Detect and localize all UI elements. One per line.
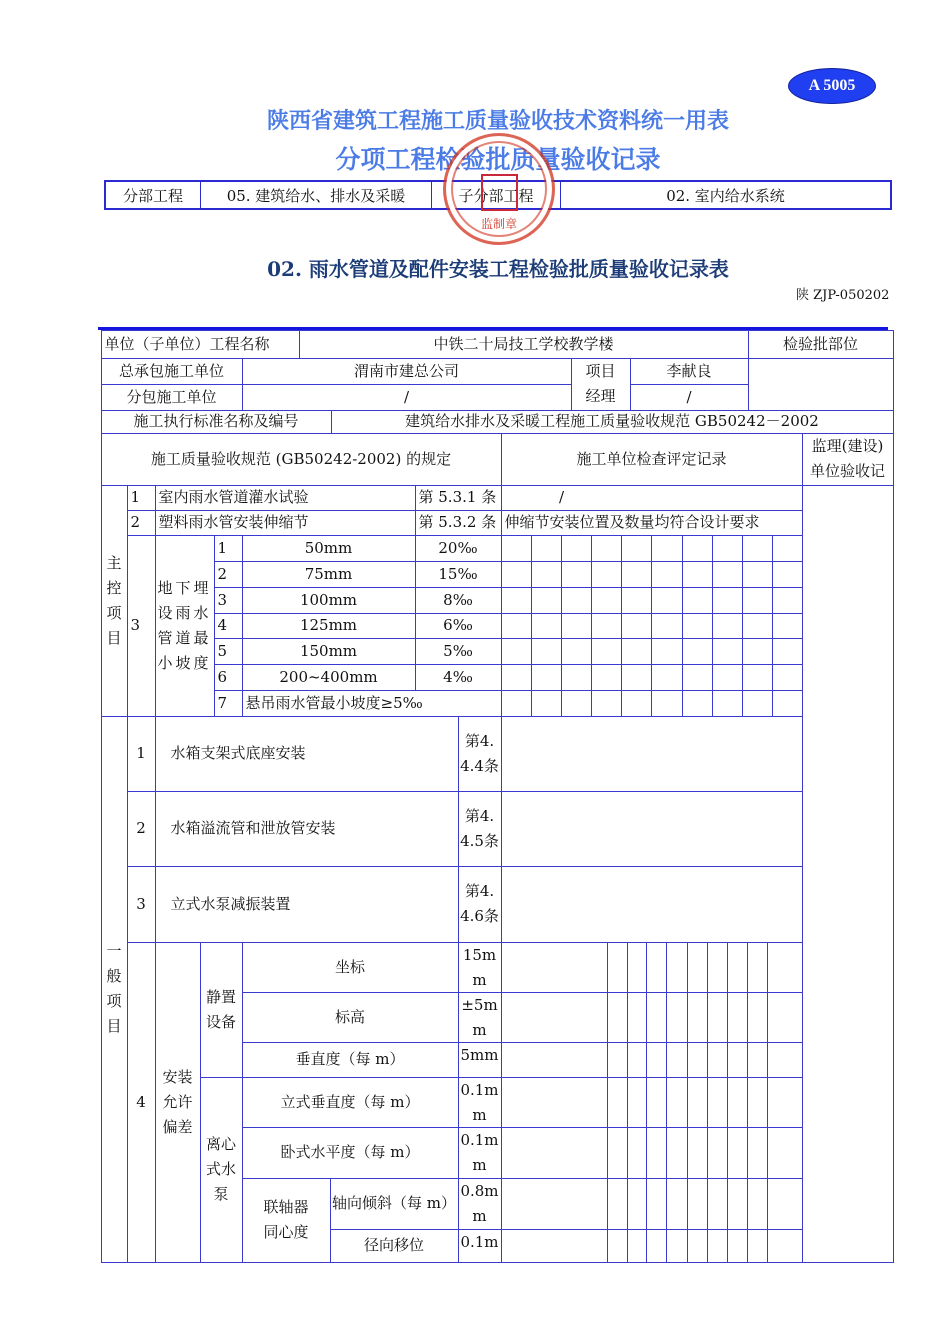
supervisor-column-header: 监理(建设)单位验收记 bbox=[802, 433, 894, 486]
check-cell bbox=[646, 1042, 667, 1078]
check-cell bbox=[531, 613, 562, 639]
check-cell bbox=[621, 587, 652, 614]
check-cell bbox=[712, 587, 743, 614]
check-cell bbox=[607, 1077, 628, 1128]
check-cell bbox=[531, 690, 562, 717]
item-name: 水箱支架式底座安装 bbox=[155, 716, 459, 792]
check-cell bbox=[621, 690, 652, 717]
check-cell bbox=[651, 535, 683, 562]
check-cell bbox=[772, 561, 803, 588]
check-cell bbox=[666, 942, 688, 993]
check-cell bbox=[707, 1127, 728, 1179]
suspended-pipe-slope: 悬吊雨水管最小坡度≥5‰ bbox=[242, 690, 502, 717]
check-cell bbox=[646, 992, 667, 1043]
check-cell bbox=[687, 1127, 708, 1179]
check-cell bbox=[707, 992, 728, 1043]
item-record bbox=[501, 866, 803, 943]
check-cell bbox=[501, 992, 608, 1043]
standard-label: 施工执行标准名称及编号 bbox=[101, 410, 332, 434]
tolerance-item-name: 轴向倾斜（每 m） bbox=[330, 1178, 459, 1230]
check-cell bbox=[531, 587, 562, 614]
item-name: 立式水泵减振装置 bbox=[155, 866, 459, 943]
tolerance-value: 0.1mm bbox=[458, 1077, 502, 1128]
check-cell bbox=[646, 1127, 667, 1179]
contractor-label: 总承包施工单位 bbox=[101, 358, 243, 385]
division-value: 05. 建筑给水、排水及采暖 bbox=[201, 182, 432, 208]
check-cell bbox=[531, 638, 562, 665]
check-cell bbox=[627, 1042, 647, 1078]
check-cell bbox=[607, 942, 628, 993]
item-number: 3 bbox=[127, 866, 156, 943]
check-cell bbox=[712, 664, 743, 691]
check-cell bbox=[621, 561, 652, 588]
check-cell bbox=[687, 1229, 708, 1263]
item-record: / bbox=[501, 485, 803, 511]
slope-row-number: 4 bbox=[214, 613, 243, 639]
min-slope-value: 8‰ bbox=[415, 587, 502, 614]
check-cell bbox=[607, 1042, 628, 1078]
check-cell bbox=[682, 535, 713, 562]
check-cell bbox=[727, 1077, 748, 1128]
item-clause: 第4.4.6条 bbox=[458, 866, 502, 943]
check-cell bbox=[561, 638, 592, 665]
check-cell bbox=[501, 638, 532, 665]
check-cell bbox=[767, 1127, 803, 1179]
check-cell bbox=[561, 561, 592, 588]
supervisor-record-cell bbox=[802, 485, 894, 1263]
check-cell bbox=[747, 1042, 768, 1078]
tolerance-item-name: 垂直度（每 m） bbox=[242, 1042, 459, 1078]
check-cell bbox=[727, 992, 748, 1043]
item-number: 4 bbox=[127, 942, 156, 1263]
check-cell bbox=[707, 1229, 728, 1263]
check-cell bbox=[646, 1077, 667, 1128]
check-cell bbox=[747, 942, 768, 993]
check-cell bbox=[627, 1229, 647, 1263]
check-cell bbox=[651, 638, 683, 665]
check-cell bbox=[742, 690, 773, 717]
tolerance-item-name: 卧式水平度（每 m） bbox=[242, 1127, 459, 1179]
pipe-diameter: 150mm bbox=[242, 638, 416, 665]
check-cell bbox=[666, 992, 688, 1043]
check-cell bbox=[561, 587, 592, 614]
check-cell bbox=[682, 664, 713, 691]
check-cell bbox=[627, 1127, 647, 1179]
subcontractor-value: / bbox=[242, 384, 572, 411]
pipe-diameter: 100mm bbox=[242, 587, 416, 614]
check-cell bbox=[767, 1229, 803, 1263]
check-cell bbox=[561, 613, 592, 639]
check-cell bbox=[687, 992, 708, 1043]
check-cell bbox=[607, 1127, 628, 1179]
general-items-label: 一般项目 bbox=[101, 716, 128, 1263]
check-cell bbox=[666, 1178, 688, 1230]
pipe-diameter: 125mm bbox=[242, 613, 416, 639]
check-cell bbox=[687, 942, 708, 993]
check-cell bbox=[531, 664, 562, 691]
check-cell bbox=[666, 1229, 688, 1263]
form-code: 陕 ZJP-050202 bbox=[796, 288, 890, 303]
check-cell bbox=[666, 1127, 688, 1179]
check-cell bbox=[712, 638, 743, 665]
check-cell bbox=[682, 690, 713, 717]
check-cell bbox=[501, 942, 608, 993]
check-cell bbox=[712, 690, 743, 717]
check-cell bbox=[666, 1042, 688, 1078]
centrifugal-pump-label: 离心式水泵 bbox=[200, 1077, 243, 1263]
check-cell bbox=[772, 613, 803, 639]
check-cell bbox=[561, 535, 592, 562]
check-cell bbox=[742, 638, 773, 665]
item-number: 1 bbox=[127, 485, 156, 511]
tolerance-value: 15mm bbox=[458, 942, 502, 993]
check-cell bbox=[712, 561, 743, 588]
check-cell bbox=[501, 587, 532, 614]
check-cell bbox=[627, 1077, 647, 1128]
check-cell bbox=[501, 613, 532, 639]
check-cell bbox=[621, 535, 652, 562]
check-cell bbox=[712, 613, 743, 639]
check-cell bbox=[666, 1077, 688, 1128]
check-cell bbox=[607, 1229, 628, 1263]
subdivision-value: 02. 室内给水系统 bbox=[666, 186, 785, 205]
item-record bbox=[501, 716, 803, 792]
check-cell bbox=[607, 1178, 628, 1230]
check-cell bbox=[707, 942, 728, 993]
unit-name-value: 中铁二十局技工学校教学楼 bbox=[299, 330, 749, 359]
item-clause: 第4.4.4条 bbox=[458, 716, 502, 792]
check-cell bbox=[501, 1229, 608, 1263]
slope-row-number: 2 bbox=[214, 561, 243, 588]
item-record: 伸缩节安装位置及数量均符合设计要求 bbox=[501, 510, 803, 536]
check-cell bbox=[682, 561, 713, 588]
min-slope-value: 5‰ bbox=[415, 638, 502, 665]
check-cell bbox=[591, 690, 622, 717]
record-column-header: 施工单位检查评定记录 bbox=[501, 433, 803, 486]
check-cell bbox=[591, 613, 622, 639]
tolerance-item-name: 径向移位 bbox=[330, 1229, 459, 1263]
check-cell bbox=[727, 1178, 748, 1230]
slope-label: 地下埋设雨水管道最小坡度 bbox=[155, 535, 215, 717]
check-cell bbox=[651, 613, 683, 639]
check-cell bbox=[772, 535, 803, 562]
inspection-location-value bbox=[748, 358, 894, 411]
check-cell bbox=[707, 1178, 728, 1230]
check-cell bbox=[501, 535, 532, 562]
check-cell bbox=[747, 1229, 768, 1263]
check-cell bbox=[531, 535, 562, 562]
document-subtitle: 分项工程检验批质量验收记录 bbox=[335, 145, 661, 174]
stamp-square-mark bbox=[481, 174, 518, 211]
check-cell bbox=[501, 1042, 608, 1078]
check-cell bbox=[772, 587, 803, 614]
item-clause: 第 5.3.1 条 bbox=[415, 485, 502, 511]
check-cell bbox=[621, 638, 652, 665]
document-header-title: 陕西省建筑工程施工质量验收技术资料统一用表 bbox=[266, 108, 729, 134]
tolerance-value: 0.1mm bbox=[458, 1127, 502, 1179]
check-cell bbox=[591, 535, 622, 562]
check-cell bbox=[501, 664, 532, 691]
check-cell bbox=[742, 587, 773, 614]
item-record bbox=[501, 791, 803, 867]
check-cell bbox=[531, 561, 562, 588]
check-cell bbox=[742, 561, 773, 588]
check-cell bbox=[767, 1077, 803, 1128]
check-cell bbox=[627, 1178, 647, 1230]
check-cell bbox=[682, 587, 713, 614]
slope-row-number: 5 bbox=[214, 638, 243, 665]
slope-row-number: 1 bbox=[214, 535, 243, 562]
min-slope-value: 20‰ bbox=[415, 535, 502, 562]
check-cell bbox=[561, 664, 592, 691]
check-cell bbox=[607, 992, 628, 1043]
check-cell bbox=[651, 690, 683, 717]
check-cell bbox=[747, 1178, 768, 1230]
check-cell bbox=[627, 942, 647, 993]
tolerance-value: 0.8mm bbox=[458, 1178, 502, 1230]
check-cell bbox=[682, 638, 713, 665]
check-cell bbox=[561, 690, 592, 717]
check-cell bbox=[501, 690, 532, 717]
check-cell bbox=[772, 638, 803, 665]
check-cell bbox=[747, 1127, 768, 1179]
check-cell bbox=[501, 1077, 608, 1128]
check-cell bbox=[707, 1077, 728, 1128]
form-title: 02. 雨水管道及配件安装工程检验批质量验收记录表 bbox=[267, 257, 729, 281]
coupling-concentricity-label: 联轴器同心度 bbox=[242, 1178, 331, 1263]
item-clause: 第4.4.5条 bbox=[458, 791, 502, 867]
contractor-value: 渭南市建总公司 bbox=[242, 358, 572, 385]
item-name: 塑料雨水管安装伸缩节 bbox=[155, 510, 416, 536]
check-cell bbox=[712, 535, 743, 562]
item-name: 水箱溢流管和泄放管安装 bbox=[155, 791, 459, 867]
pipe-diameter: 50mm bbox=[242, 535, 416, 562]
tolerance-value: 0.1m bbox=[458, 1229, 502, 1263]
check-cell bbox=[646, 1229, 667, 1263]
tolerance-value: ±5mm bbox=[458, 992, 502, 1043]
check-cell bbox=[747, 1077, 768, 1128]
pipe-diameter: 200~400mm bbox=[242, 664, 416, 691]
division-label: 分部工程 bbox=[106, 182, 201, 208]
tolerance-item-name: 立式垂直度（每 m） bbox=[242, 1077, 459, 1128]
check-cell bbox=[651, 664, 683, 691]
subcontractor-manager-value: / bbox=[630, 384, 749, 411]
check-cell bbox=[742, 664, 773, 691]
check-cell bbox=[646, 1178, 667, 1230]
check-cell bbox=[742, 535, 773, 562]
check-cell bbox=[591, 664, 622, 691]
check-cell bbox=[767, 1178, 803, 1230]
spec-column-header: 施工质量验收规范 (GB50242-2002) 的规定 bbox=[101, 433, 502, 486]
slope-row-number: 6 bbox=[214, 664, 243, 691]
check-cell bbox=[651, 587, 683, 614]
check-cell bbox=[747, 992, 768, 1043]
min-slope-value: 15‰ bbox=[415, 561, 502, 588]
check-cell bbox=[591, 638, 622, 665]
form-number-badge: A 5005 bbox=[788, 68, 876, 104]
tolerance-item-name: 标高 bbox=[242, 992, 459, 1043]
check-cell bbox=[687, 1178, 708, 1230]
item-number: 2 bbox=[127, 510, 156, 536]
check-cell bbox=[767, 942, 803, 993]
subdivision-label: 子分部工程 bbox=[432, 182, 561, 208]
check-cell bbox=[772, 664, 803, 691]
min-slope-value: 4‰ bbox=[415, 664, 502, 691]
check-cell bbox=[687, 1042, 708, 1078]
check-cell bbox=[627, 992, 647, 1043]
install-tolerance-label: 安装允许偏差 bbox=[155, 942, 201, 1263]
check-cell bbox=[767, 1042, 803, 1078]
check-cell bbox=[682, 613, 713, 639]
slope-row-number: 3 bbox=[214, 587, 243, 614]
check-cell bbox=[727, 1042, 748, 1078]
check-cell bbox=[501, 1178, 608, 1230]
static-equipment-label: 静置设备 bbox=[200, 942, 243, 1078]
tolerance-item-name: 坐标 bbox=[242, 942, 459, 993]
check-cell bbox=[727, 1229, 748, 1263]
item-name: 室内雨水管道灌水试验 bbox=[155, 485, 416, 511]
check-cell bbox=[727, 1127, 748, 1179]
check-cell bbox=[501, 561, 532, 588]
stamp-label: 监制章 bbox=[480, 217, 517, 231]
slope-row-number: 7 bbox=[214, 690, 243, 717]
check-cell bbox=[651, 561, 683, 588]
subcontractor-label: 分包施工单位 bbox=[101, 384, 243, 411]
check-cell bbox=[591, 587, 622, 614]
standard-value: 建筑给水排水及采暖工程施工质量验收规范 GB50242－2002 bbox=[331, 410, 894, 434]
check-cell bbox=[707, 1042, 728, 1078]
check-cell bbox=[621, 613, 652, 639]
check-cell bbox=[727, 942, 748, 993]
project-manager-value: 李献良 bbox=[630, 358, 749, 385]
pipe-diameter: 75mm bbox=[242, 561, 416, 588]
unit-name-label: 单位（子单位）工程名称 bbox=[101, 330, 300, 359]
check-cell bbox=[501, 1127, 608, 1179]
item-number: 3 bbox=[127, 535, 156, 717]
inspection-location-label: 检验批部位 bbox=[748, 330, 894, 359]
check-cell bbox=[621, 664, 652, 691]
check-cell bbox=[591, 561, 622, 588]
item-clause: 第 5.3.2 条 bbox=[415, 510, 502, 536]
check-cell bbox=[742, 613, 773, 639]
min-slope-value: 6‰ bbox=[415, 613, 502, 639]
main-control-label: 主控项目 bbox=[101, 485, 128, 717]
project-manager-label: 项目经理 bbox=[571, 358, 631, 411]
item-number: 1 bbox=[127, 716, 156, 792]
check-cell bbox=[772, 690, 803, 717]
item-number: 2 bbox=[127, 791, 156, 867]
check-cell bbox=[646, 942, 667, 993]
tolerance-value: 5mm bbox=[458, 1042, 502, 1078]
check-cell bbox=[687, 1077, 708, 1128]
check-cell bbox=[767, 992, 803, 1043]
